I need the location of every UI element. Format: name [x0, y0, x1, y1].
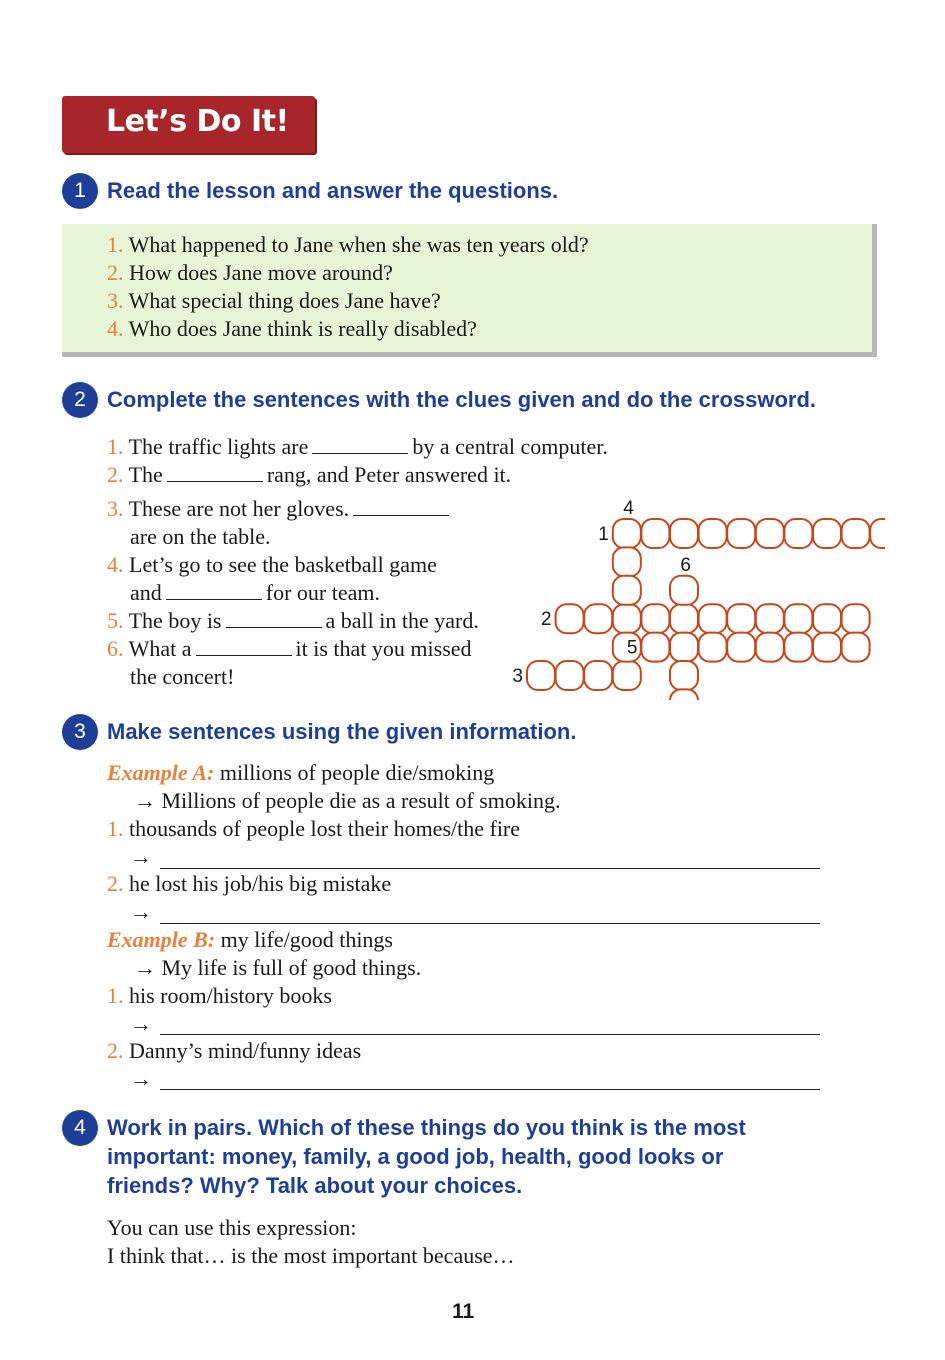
crossword-cell[interactable] [670, 604, 698, 633]
crossword-cell[interactable] [699, 519, 727, 548]
crossword-cell[interactable] [727, 633, 755, 662]
crossword-cell[interactable] [813, 604, 841, 633]
answer-line-a2[interactable] [160, 923, 820, 924]
answer-line-a1[interactable] [160, 868, 820, 869]
crossword-cell[interactable] [670, 661, 698, 690]
arrow-icon: → [130, 899, 152, 924]
crossword-cell[interactable] [670, 576, 698, 605]
blank[interactable] [166, 581, 262, 600]
blank[interactable] [196, 637, 292, 656]
crossword-cell[interactable] [527, 661, 555, 690]
crossword-cell[interactable] [670, 633, 698, 662]
crossword-cell[interactable] [641, 604, 669, 633]
sentence-6: 6. What a it is that you missed [107, 636, 472, 661]
crossword-cell[interactable] [670, 689, 698, 700]
crossword-cell[interactable] [784, 604, 812, 633]
section-2-number: 2 [62, 382, 98, 418]
crossword-cell[interactable] [756, 633, 784, 662]
crossword-cell[interactable] [584, 661, 612, 690]
blank[interactable] [353, 497, 449, 516]
crossword-cell[interactable] [556, 661, 584, 690]
arrow-icon: → [130, 1011, 152, 1036]
crossword-cell[interactable] [613, 547, 641, 576]
section-4-heading-line-3: friends? Why? Talk about your choices. [107, 1173, 523, 1198]
sentence-4: 4. Let’s go to see the basketball game [107, 552, 437, 577]
blank[interactable] [167, 463, 263, 482]
expression-intro: You can use this expression: [107, 1215, 357, 1240]
section-3-number: 3 [62, 714, 98, 750]
arrow-icon: → [130, 844, 152, 869]
crossword-cell[interactable] [613, 661, 641, 690]
crossword-cell[interactable] [641, 633, 669, 662]
sentence-3-cont: are on the table. [130, 524, 271, 549]
sentence-3: 3. These are not her gloves. [107, 495, 453, 523]
sentence-1: 1. The traffic lights are by a central computer. [107, 434, 608, 459]
example-a: Example A: millions of people die/smoking [107, 760, 495, 785]
expression: I think that… is the most important because… [107, 1243, 515, 1268]
crossword-cell[interactable] [613, 604, 641, 633]
sentence-2: 2. The rang, and Peter answered it. [107, 462, 512, 487]
example-a-answer: → Millions of people die as a result of smoking. [134, 788, 561, 813]
question-1: 1. What happened to Jane when she was ten years old? [107, 232, 589, 257]
crossword-cell[interactable] [813, 519, 841, 548]
crossword-cell[interactable] [584, 604, 612, 633]
section-1-heading: Read the lesson and answer the questions. [107, 178, 559, 203]
crossword-clue-number: 2 [541, 609, 552, 631]
section-3-heading: Make sentences using the given information. [107, 719, 577, 744]
crossword-cell[interactable] [842, 633, 870, 662]
crossword-cell[interactable] [870, 519, 885, 548]
crossword-clue-number: 3 [512, 666, 523, 687]
crossword-grid [500, 490, 885, 700]
banner-title: Let’s Do It! [106, 104, 289, 139]
crossword-cell[interactable] [813, 633, 841, 662]
crossword-clue-number: 4 [623, 498, 634, 519]
crossword-cell[interactable] [727, 519, 755, 548]
section-4-heading-line-1: Work in pairs. Which of these things do you think is the most [107, 1115, 746, 1140]
exercise-a1: 1. thousands of people lost their homes/the fire [107, 816, 521, 841]
section-1-number: 1 [62, 173, 98, 209]
crossword-cell[interactable] [756, 519, 784, 548]
example-b: Example B: my life/good things [107, 927, 393, 952]
crossword-cell[interactable] [784, 633, 812, 662]
question-4: 4. Who does Jane think is really disabled? [107, 316, 477, 341]
lets-do-it-banner [62, 96, 315, 153]
arrow-icon: → [130, 1066, 152, 1091]
page-number: 11 [452, 1300, 475, 1323]
crossword-clue-number: 6 [680, 554, 691, 576]
crossword-clue-number: 1 [598, 524, 609, 545]
exercise-a2: 2. he lost his job/his big mistake [107, 871, 392, 896]
crossword-cell[interactable] [784, 519, 812, 548]
section-2-heading: Complete the sentences with the clues given and do the crossword. [107, 387, 817, 412]
question-2: 2. How does Jane move around? [107, 260, 393, 285]
crossword-cell[interactable] [756, 604, 784, 633]
sentence-4-cont: and for our team. [130, 580, 380, 605]
question-3: 3. What special thing does Jane have? [107, 288, 441, 313]
section-4-number: 4 [62, 1110, 98, 1146]
answer-line-b2[interactable] [160, 1089, 820, 1090]
sentence-6-cont: the concert! [130, 664, 235, 689]
blank[interactable] [312, 435, 408, 454]
example-b-answer: → My life is full of good things. [134, 955, 422, 980]
crossword-cell[interactable] [727, 604, 755, 633]
crossword-cell[interactable] [670, 519, 698, 548]
exercise-b2: 2. Danny’s mind/funny ideas [107, 1038, 362, 1063]
sentence-5: 5. The boy is a ball in the yard. [107, 608, 479, 633]
crossword-cell[interactable] [699, 633, 727, 662]
blank[interactable] [226, 609, 322, 628]
crossword-cell[interactable] [556, 604, 584, 633]
crossword-cell[interactable] [699, 604, 727, 633]
crossword-cell[interactable] [842, 604, 870, 633]
crossword-cell[interactable] [613, 519, 641, 548]
crossword-cell[interactable] [641, 519, 669, 548]
crossword-cell[interactable] [613, 576, 641, 605]
section-4-heading-line-2: important: money, family, a good job, health, good looks or [107, 1144, 724, 1169]
crossword-clue-number: 5 [626, 637, 638, 659]
crossword-cell[interactable] [842, 519, 870, 548]
answer-line-b1[interactable] [160, 1034, 820, 1035]
exercise-b1: 1. his room/history books [107, 983, 332, 1008]
